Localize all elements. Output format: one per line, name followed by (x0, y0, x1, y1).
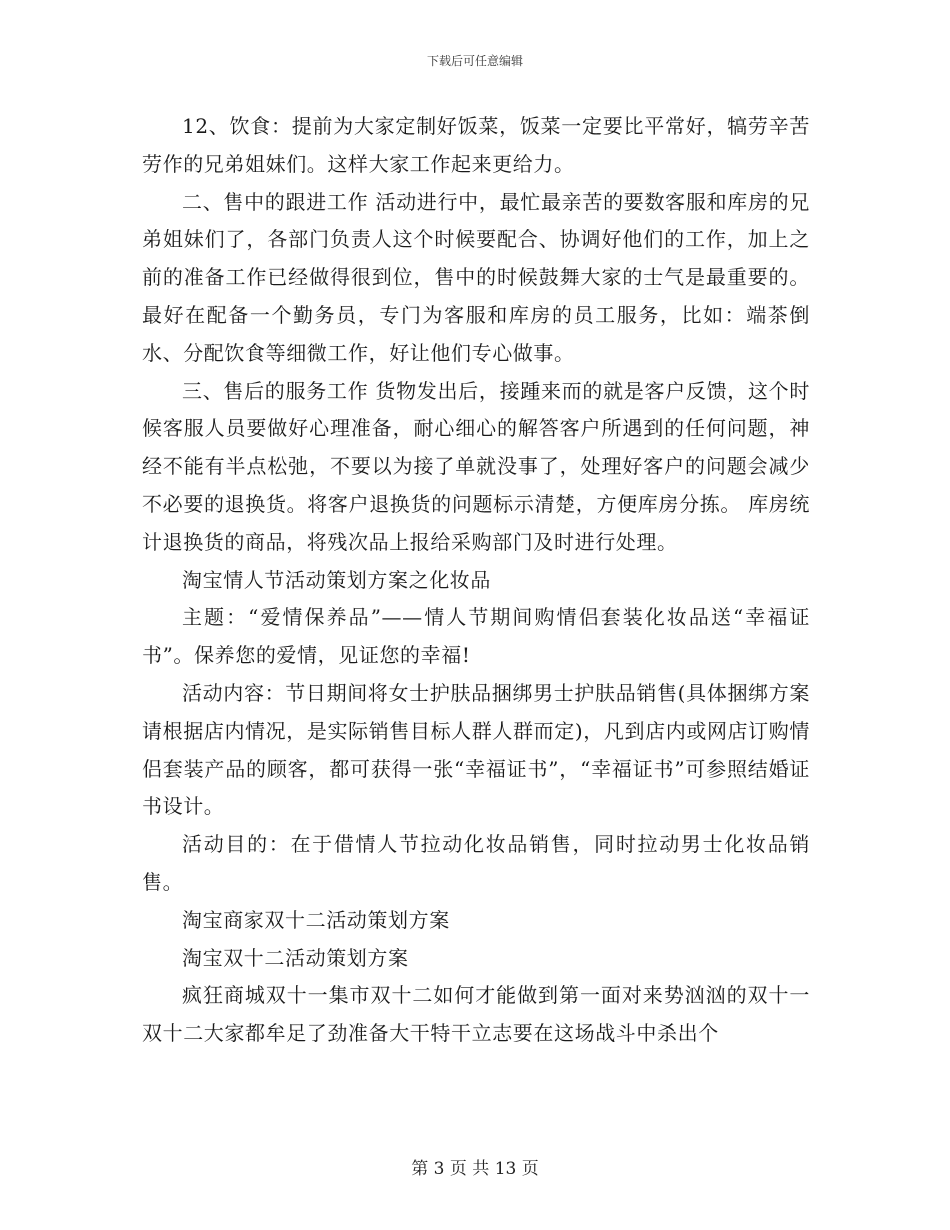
heading-double-twelve-merchant: 淘宝商家双十二活动策划方案 (182, 907, 450, 932)
paragraph-activity-purpose: 活动目的：在于借情人节拉动化妆品销售，同时拉动男士化妆品销售。 (142, 832, 810, 894)
heading-valentine-cosmetics: 淘宝情人节活动策划方案之化妆品 (182, 567, 491, 592)
paragraph-double-twelve-intro: 疯狂商城双十一集市双十二如何才能做到第一面对来势汹汹的双十一双十二大家都牟足了劲准备大干特干立志要在这场战斗中杀出个 (142, 983, 810, 1046)
page-number-footer: 第 3 页 共 13 页 (411, 1159, 539, 1179)
document-body (142, 108, 810, 1053)
heading-double-twelve-plan: 淘宝双十二活动策划方案 (182, 945, 409, 970)
paragraph-activity-content: 活动内容：节日期间将女士护肤品捆绑男士护肤品销售(具体捆绑方案请根据店内情况，是实际销售目标人群人群而定)，凡到店内或网店订购情侣套装产品的顾客，都可获得一张“幸福证书”，“幸福证书”可参照结婚证书设计。 (142, 680, 810, 819)
page-header: 下载后可任意编辑 (426, 54, 523, 68)
paragraph-theme: 主题：“爱情保养品”——情人节期间购情侣套装化妆品送“幸福证书”。保养您的爱情，见证您的幸福! (142, 605, 810, 668)
paragraph-catering: 12、饮食：提前为大家定制好饭菜，饭菜一定要比平常好，犒劳辛苦劳作的兄弟姐妹们。这样大家工作起来更给力。 (142, 114, 810, 176)
paragraph-in-sale-followup: 二、售中的跟进工作 活动进行中，最忙最亲苦的要数客服和库房的兄弟姐妹们了，各部门负责人这个时候要配合、协调好他们的工作，加上之前的准备工作已经做得很到位，售中的时候鼓舞大家的士气是最重要的。最好在配备一个勤务员，专门为客服和库房的员工服务，比如：端茶倒水、分配饮食等细微工作，好让他们专心做事。 (142, 189, 810, 365)
paragraph-after-sale-service: 三、售后的服务工作 货物发出后，接踵来而的就是客户反馈，这个时候客服人员要做好心理准备，耐心细心的解答客户所遇到的任何问题，神经不能有半点松弛，不要以为接了单就没事了，处理好客户的问题会减少不必要的退换货。将客户退换货的问题标示清楚，方便库房分拣。 库房统计退换货的商品，将残次品上报给采购部门及时进行处理。 (142, 378, 810, 554)
